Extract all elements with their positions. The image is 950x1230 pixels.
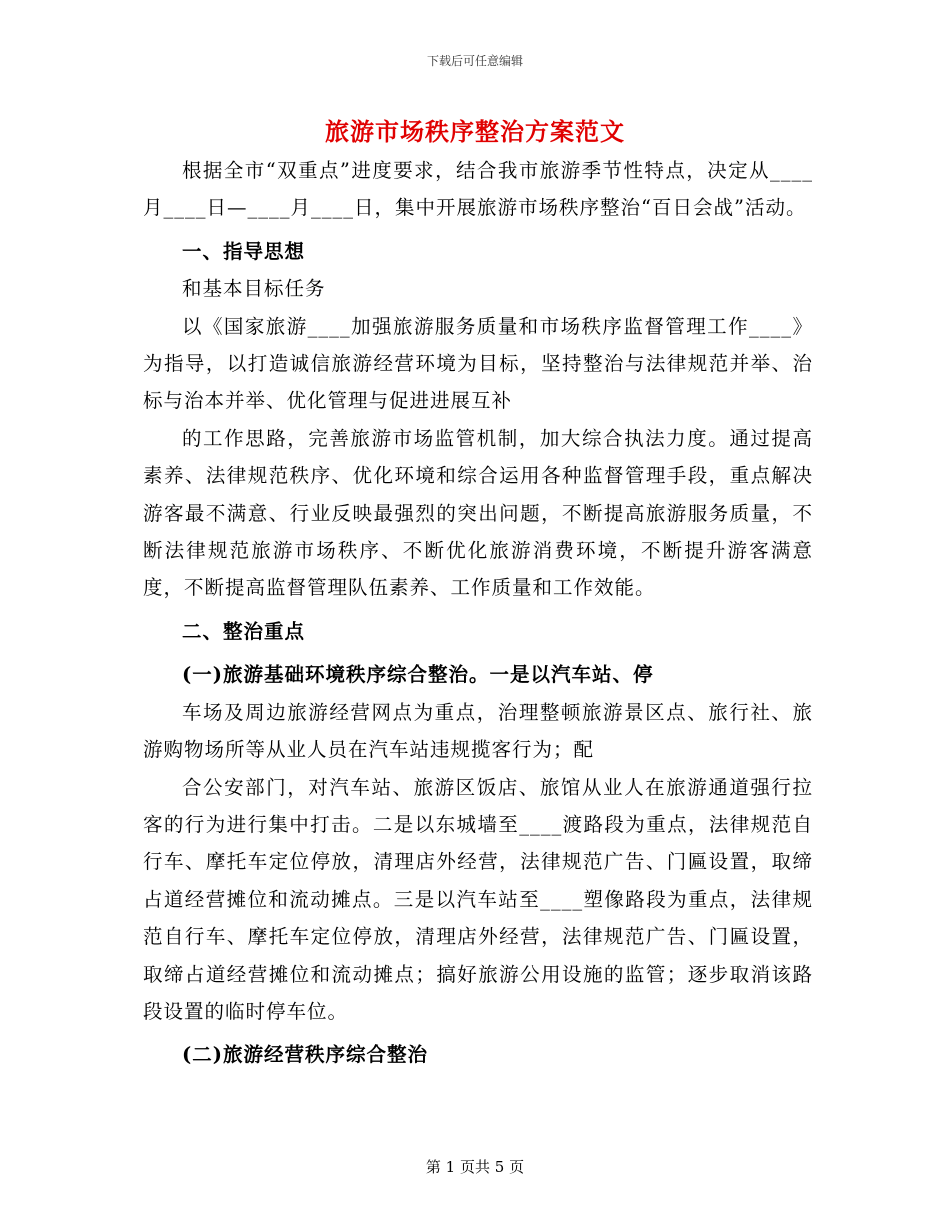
document-title: 旅游市场秩序整治方案范文: [325, 117, 625, 146]
body-paragraph: 合公安部门，对汽车站、旅游区饭店、旅馆从业人在旅游通道强行拉客的行为进行集中打击。二是以东城墙至____渡路段为重点，法律规范自行车、摩托车定位停放，清理店外经营，法律规范广告、门匾设置，取缔占道经营摊位和流动摊点。三是以汽车站至____塑像路段为重点，法律规范自行车、摩托车定位停放，清理店外经营，法律规范广告、门匾设置，取缔占道经营摊位和流动摊点；搞好旅游公用设施的监管；逐步取消该路段设置的临时停车位。: [143, 775, 813, 1023]
body-paragraph: 根据全市“双重点”进度要求，结合我市旅游季节性特点，决定从____月____日—____月____日，集中开展旅游市场秩序整治“百日会战”活动。: [143, 159, 813, 220]
section-heading: 二、整治重点: [182, 619, 306, 643]
body-paragraph: 的工作思路，完善旅游市场监管机制，加大综合执法力度。通过提高素养、法律规范秩序、优化环境和综合运用各种监督管理手段，重点解决游客最不满意、行业反映最强烈的突出问题，不断提高旅游服务质量，不断法律规范旅游市场秩序、不断优化旅游消费环境，不断提升游客满意度，不断提高监督管理队伍素养、工作质量和工作效能。: [143, 426, 813, 600]
body-paragraph: 和基本目标任务: [182, 277, 326, 301]
page-header: 下载后可任意编辑: [426, 54, 523, 68]
section-heading: 一、指导思想: [182, 239, 306, 263]
document-body: [143, 152, 813, 1074]
body-paragraph: 车场及周边旅游经营网点为重点，治理整顿旅游景区点、旅行社、旅游购物场所等从业人员在汽车站违规揽客行为；配: [143, 700, 813, 762]
section-heading: (二)旅游经营秩序综合整治: [182, 1043, 428, 1067]
page-footer: 第 1 页共 5 页: [425, 1158, 525, 1176]
section-heading: (一)旅游基础环境秩序综合整治。一是以汽车站、停: [182, 663, 654, 687]
body-paragraph: 以《国家旅游____加强旅游服务质量和市场秩序监督管理工作____》为指导，以打造诚信旅游经营环境为目标，坚持整治与法律规范并举、治标与治本并举、优化管理与促进进展互补: [143, 314, 813, 413]
